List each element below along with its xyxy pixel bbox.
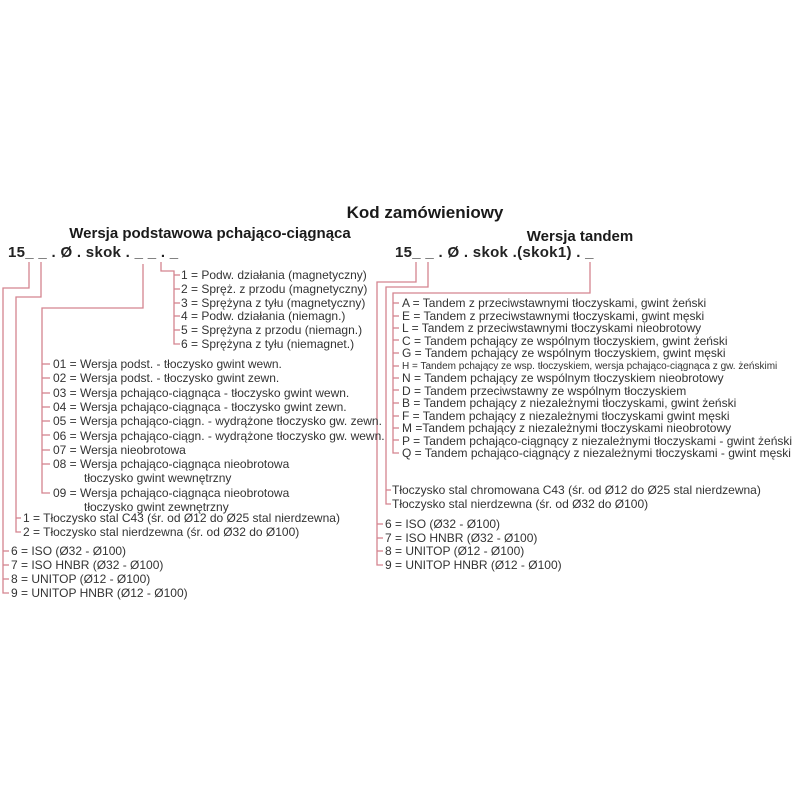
list-item: 7 = ISO HNBR (Ø32 - Ø100) [385,530,538,545]
list-item: P = Tandem pchająco-ciągnący z niezależnymi tłoczyskami - gwint żeński [402,433,793,448]
list-item: 6 = Sprężyna z tyłu (niemagnet.) [181,337,355,351]
list-item: 3 = Sprężyna z tyłu (magnetyczny) [181,295,366,310]
list-item: 6 = ISO (Ø32 - Ø100) [11,544,127,558]
basic-order-code: 15_ _ . Ø . skok . _ _ . _ [8,244,179,261]
list-item: 4 = Podw. działania (niemagn.) [181,309,346,324]
list-item: 8 = UNITOP (Ø12 - Ø100) [385,544,525,559]
list-item: 08 = Wersja pchająco-ciągnąca nieobrotowa [53,457,290,472]
list-item: 03 = Wersja pchająco-ciągnąca - tłoczysko gwint wewn. [53,385,350,400]
basic-subtitle: Wersja podstawowa pchająco-ciągnąca [69,225,351,242]
list-item: 07 = Wersja nieobrotowa [53,442,186,457]
page-title: Kod zamówieniowy [346,203,504,222]
list-item: N = Tandem pchający ze wspólnym tłoczyskiem nieobrotowy [402,371,724,385]
list-item: Q = Tandem pchająco-ciągnący z niezależnymi tłoczyskami - gwint męski [402,446,791,460]
list-item: 2 = Tłoczysko stal nierdzewna (śr. od Ø32 do Ø100) [23,525,300,539]
list-item: D = Tandem przeciwstawny ze wspólnym tłoczyskiem [402,383,687,398]
list-item: 6 = ISO (Ø32 - Ø100) [385,517,501,531]
list-item: B = Tandem pchający z niezależnymi tłoczyskami, gwint żeński [402,396,737,410]
list-item: 09 = Wersja pchająco-ciągnąca nieobrotowa [53,485,290,500]
list-item: 8 = UNITOP (Ø12 - Ø100) [11,572,151,586]
list-item: A = Tandem z przeciwstawnymi tłoczyskami, gwint żeński [402,296,707,310]
list-item: H = Tandem pchający ze wsp. tłoczyskiem, wersja pchająco-ciągnąca z gw. żeńskimi [402,360,778,372]
list-item: F = Tandem pchający z niezależnymi tłoczyskami gwint męski [402,408,730,423]
list-item: 05 = Wersja pchająco-ciągn. - wydrążone tłoczysko gw. zewn. [53,414,382,429]
list-item: 7 = ISO HNBR (Ø32 - Ø100) [11,558,164,572]
tandem-subtitle: Wersja tandem [526,228,634,245]
list-item: 5 = Sprężyna z przodu (niemagn.) [181,323,363,338]
list-item: 01 = Wersja podst. - tłoczysko gwint wewn. [53,357,282,371]
tandem-order-code: 15_ _ . Ø . skok .(skok1) . _ [395,244,594,261]
list-item: L = Tandem z przeciwstawnymi tłoczyskami nieobrotowy [402,321,702,335]
list-item: Tłoczysko stal nierdzewna (śr. od Ø32 do Ø100) [392,497,649,511]
list-item: E = Tandem z przeciwstawnymi tłoczyskami, gwint męski [402,308,705,323]
list-item: 1 = Podw. działania (magnetyczny) [181,268,367,282]
list-item: 9 = UNITOP HNBR (Ø12 - Ø100) [11,586,188,600]
list-item: Tłoczysko stal chromowana C43 (śr. od Ø12 do Ø25 stal nierdzewna) [392,483,761,497]
list-item: 02 = Wersja podst. - tłoczysko gwint zewn. [53,371,280,386]
list-item: tłoczysko gwint zewnętrzny [84,500,229,514]
list-item: 04 = Wersja pchająco-ciągnąca - tłoczysko gwint zewn. [53,399,347,414]
list-item: 2 = Spręż. z przodu (magnetyczny) [181,281,368,296]
list-item: M =Tandem pchający z niezależnymi tłoczyskami nieobrotowy [402,421,732,435]
list-item: C = Tandem pchający ze wspólnym tłoczyskiem, gwint żeński [402,333,728,348]
list-item: G = Tandem pchający ze wspólnym tłoczyskiem, gwint męski [402,346,726,360]
list-item: 1 = Tłoczysko stal C43 (śr. od Ø12 do Ø25 stal nierdzewna) [23,511,340,525]
list-item: 06 = Wersja pchająco-ciągn. - wydrążone tłoczysko gw. wewn. [53,428,385,443]
list-item: 9 = UNITOP HNBR (Ø12 - Ø100) [385,558,562,573]
list-item: tłoczysko gwint wewnętrzny [84,471,232,486]
